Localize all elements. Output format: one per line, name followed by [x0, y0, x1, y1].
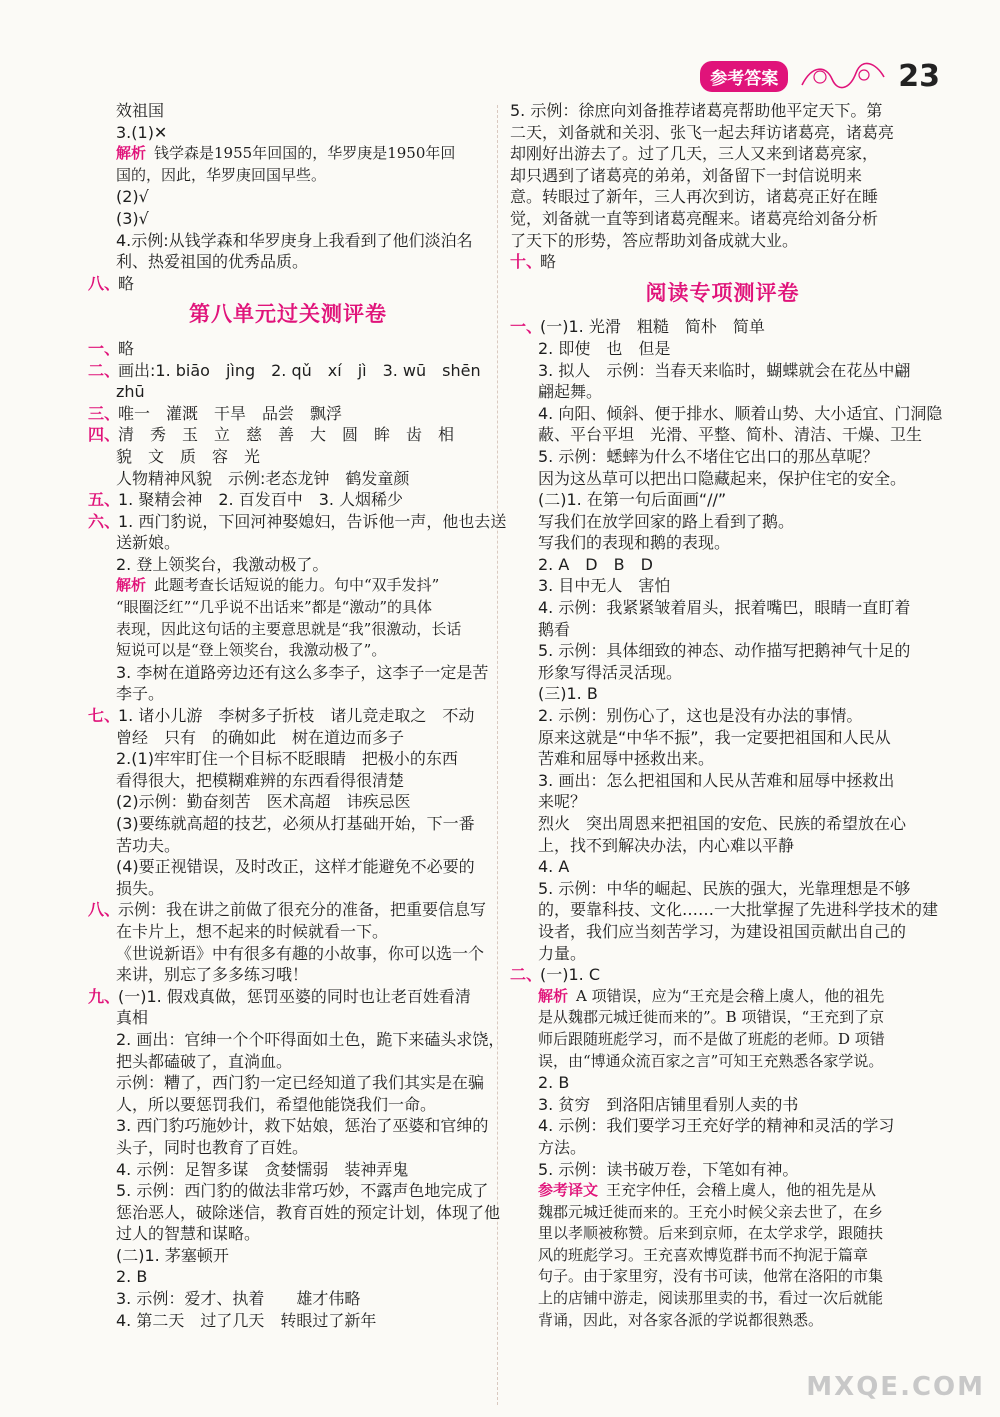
- analysis-note: 解析 此题考查长话短说的能力。句中“双手发抖”: [116, 576, 440, 595]
- left-column: [88, 100, 507, 1331]
- decorative-swirl-icon: [798, 59, 888, 93]
- analysis-note: 解析 A 项错误，应为“王充是会稽上虞人，他的祖先: [538, 986, 885, 1005]
- section-8: 八、 略: [88, 273, 135, 293]
- reading-section-1: 一、(一)1. 光滑 粗糙 简朴 简单 2. 即使 也 但是 3. 拟人 示例：当春天来临时，蝴蝶就会在花丛中翩 翩起舞。 4. 向阳、倾斜、便于排水、顺着山势、大小适宜、门洞隐 蔽、平台平坦 光滑、平整、简朴、清洁、干燥、卫生 5. 示例：蟋蟀为什么不堵住它出口的那丛草呢？ 因为这丛草可以把出口隐藏起来，保护住宅的安全。 (二)1. 在第一句后面画“//” 写我们在放学回家的路上看到了鹅。 写我们的表现和鹅的表现。 2. A D B D 3. 目中无人 害怕 4. 示例：我紧紧皱着眉头，抿着嘴巴，眼睛一直盯着 鹅看 5. 示例：具体细致的神态、动作描写把鹅神气十足的 形象写得活灵活现。 (三)1. B 2. 示例：别伤心了，这也是没有办法的事情。 原来这就是“中华不振”，我一定要把祖国和人民从 苦难和屈辱中拯救出来。 3. 画出：怎么把祖国和人民从苦难和屈辱中拯救出 来呢？ 烈火 突出周恩来把祖国的安危、民族的希望放在心 上，找不到解决办法，内心难以平静 4. A 5. 示例：中华的崛起、民族的强大，光靠理想是不够 的，要靠科技、文化……一大批掌握了先进科学技术的建 设者，我们应当刻苦学习，为建设祖国贡献出自己的 力量。: [510, 317, 943, 963]
- section-5: 五、1. 聚精会神 2. 百发百中 3. 人烟稀少: [88, 490, 404, 510]
- section-8b: 八、示例：我在讲之前做了很充分的准备，把重要信息写 在卡片上，想不起来的时候就看一下。 《世说新语》中有很多有趣的小故事，你可以选一个 来讲，别忘了多多练习哦！: [88, 900, 487, 985]
- analysis-note: 解析 钱学森是1955年回国的，华罗庚是1950年回: [116, 144, 456, 163]
- analysis-tag: 解析: [116, 144, 147, 163]
- block1: 效祖国 3.(1)✕ 解析 钱学森是1955年回国的，华罗庚是1950年回 国的，因此，华罗庚回国早些。 (2)√ (3)√ 4.示例:从钱学森和华罗庚身上我看到了他们淡泊名 利、热爱祖国的优秀品质。: [88, 100, 488, 273]
- reading-title: 阅读专项测评卷: [645, 280, 800, 305]
- reading-section-2: 二、(一)1. C 解析 A 项错误，应为“王充是会稽上虞人，他的祖先 是从魏郡元城迁徙而来的”。B 项错误，“王充到了京 师后跟随班彪学习，而不是做了班彪的老师。D 项错 误，由“博通众流百家之言”可知王充熟悉各家学说。 2. B 3. 贫穷 到洛阳店铺里看别人卖的书 4. 示例：我们要学习王充好学的精神和灵活的学习 方法。 5. 示例：读书破万卷，下笔如有神。 参考译文 王充字仲任，会稽上虞人，他的祖先是从 魏郡元城迁徙而来的。王充小时候父亲去世了，在乡 里以孝顺被称赞。后来到京师，在太学求学，跟随扶 风的班彪学习。王充喜欢博览群书而不拘泥于篇章 句子。由于家里穷，没有书可读，他常在洛阳的市集 上的店铺中游走，阅读那里卖的书，看过一次后就能 背诵，因此，对各家各派的学说都很熟悉。: [510, 964, 935, 1331]
- section-6: 六、1. 西门豹说，下回河神娶媳妇，告诉他一声，他也去送 送新娘。 2. 登上领奖台，我激动极了。 解析 此题考查长话短说的能力。句中“双手发抖” “眼圈泛红”“几乎说不出话来”都是“激动”的具体 表现，因此这句话的主要意思就是“我”很激动，长话 短说可以是“登上领奖台，我激动极了”。 3. 李树在道路旁边还有这么多李子，这李子一定是苦 李子。: [88, 511, 507, 704]
- section-9: 九、(一)1. 假戏真做，惩罚巫婆的同时也让老百姓看清 真相 2. 画出：官绅一个个吓得面如土色，跪下来磕头求饶， 把头都磕破了，直淌血。 示例：糟了，西门豹一定已经知道了我们其实是在骗 人，所以要惩罚我们，希望他能饶我们一命。 3. 西门豹巧施妙计，救下姑娘，惩治了巫婆和官绅的 头子，同时也教育了百姓。 4. 示例：足智多谋 贪婪懦弱 装神弄鬼 5. 示例：西门豹的做法非常巧妙，不露声色地完成了 惩治恶人，破除迷信，教育百姓的预定计划，体现了他 过人的智慧和谋略。 (二)1. 茅塞顿开 2. B 3. 示例：爱才、执着 雄才伟略 4. 第二天 过了几天 转眼过了新年: [88, 986, 505, 1330]
- section-4: 四、清 秀 玉 立 慈 善 大 圆 眸 齿 相 貌 文 质 容 光 人物精神风貌 示例:老态龙钟 鹤发童颜: [88, 425, 455, 488]
- block-top: 5. 示例：徐庶向刘备推荐诸葛亮帮助他平定天下。第 二天，刘备就和关羽、张飞一起去拜访诸葛亮，诸葛亮 却刚好出游去了。过了几天，三人又来到诸葛亮家， 却只遇到了诸葛亮的弟弟，刘备留下一封信说明来 意。转眼过了新年，三人再次到访，诸葛亮正好在睡 觉，刘备就一直等到诸葛亮醒来。诸葛亮给刘备分析 了天下的形势，答应帮助刘备成就大业。: [510, 101, 895, 250]
- section-7: 七、1. 诸小儿游 李树多子折枝 诸儿竞走取之 不动 曾经 只有 的确如此 树在道边而多子 2.(1)牢牢盯住一个目标不眨眼睛 把极小的东西 看得很大，把模糊难辨的东西看得很清楚 (2)示例：勤奋刻苦 医术高超 讳疾忌医 (3)要练就高超的技艺，必须从打基础开始，下一番 苦功夫。 (4)要正视错误，及时改正，这样才能避免不必要的 损失。: [88, 706, 475, 898]
- translation-note: 参考译文 王充字仲任，会稽上虞人，他的祖先是从: [538, 1181, 877, 1200]
- right-column: [510, 100, 943, 1331]
- page-header: [700, 56, 940, 96]
- section-10: 十、略: [510, 252, 557, 272]
- page-number: 23: [898, 58, 940, 94]
- section-3: 三、唯一 灌溉 干旱 品尝 飘浮: [88, 403, 343, 423]
- answer-badge: 参考答案: [700, 61, 788, 92]
- section-2: 二、画出:1. biāo jìng 2. qǔ xí jì 3. wū shēn zhū: [88, 360, 481, 402]
- unit-title: 第八单元过关测评卷: [189, 302, 387, 327]
- watermark: MXQE.COM: [806, 1372, 985, 1402]
- section-1: 一、略: [88, 338, 135, 358]
